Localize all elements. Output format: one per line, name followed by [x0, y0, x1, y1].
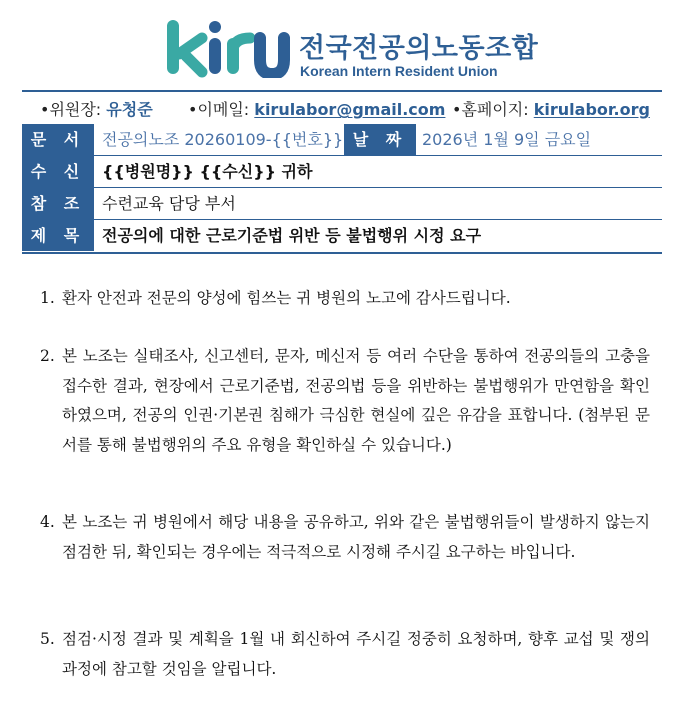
- chair-label: •위원장:: [40, 100, 102, 119]
- chair-item: [40, 97, 153, 120]
- org-name-korean: 전국전공의노동조합: [299, 33, 539, 64]
- email-link[interactable]: kirulabor@gmail.com: [254, 100, 446, 119]
- paragraph-text: 본 노조는 귀 병원에서 해당 내용을 공유하고, 위와 같은 불법행위들이 발생하지 않는지 점검한 뒤, 확인되는 경우에는 적극적으로 시정해 주시길 요구하는 바입니다.: [62, 513, 650, 561]
- paragraph-text: 본 노조는 실태조사, 신고센터, 문자, 메신저 등 여러 수단을 통하여 전공의들의 고충을 접수한 결과, 현장에서 근로기준법, 전공의법 등을 위반하는 불법행위가 만연함을 확인하였으며, 전공의 인권·기본권 침해가 극심한 현실에 깊은 유감을 표합니다. (첨부된 문서를 통해 불법행위의 주요 유형을 확인하실 수 있습니다.): [62, 347, 650, 454]
- row-reference: [22, 188, 662, 220]
- row-subject: [22, 220, 662, 251]
- paragraph-text: 환자 안전과 전문의 양성에 힘쓰는 귀 병원의 노고에 감사드립니다.: [62, 289, 511, 307]
- paragraph-text: 점검·시정 결과 및 계획을 1월 내 회신하여 주시길 정중히 요청하며, 향후 교섭 및 쟁의 과정에 참고할 것임을 알립니다.: [62, 630, 650, 678]
- row-document-date: [22, 124, 662, 156]
- doc-number: 전공의노조 20260109-{{번호}}: [102, 130, 344, 149]
- paragraph-number: 5.: [40, 630, 55, 648]
- email-item: [188, 97, 445, 120]
- paragraph-4: [40, 508, 650, 567]
- homepage-label: •홈페이지:: [452, 100, 529, 119]
- recipient-label: 수 신: [22, 156, 94, 187]
- org-name-english: Korean Intern Resident Union: [300, 63, 498, 79]
- recipient-value: {{병원명}} {{수신}} 귀하: [102, 162, 313, 181]
- paragraph-number: 4.: [40, 513, 55, 531]
- subject-value: 전공의에 대한 근로기준법 위반 등 불법행위 시정 요구: [102, 226, 482, 245]
- date-label: 날 짜: [344, 124, 416, 155]
- paragraph-number: 2.: [40, 347, 55, 365]
- paragraph-number: 1.: [40, 289, 55, 307]
- kiru-logo: [164, 16, 292, 78]
- cc-label: 참 조: [22, 188, 94, 219]
- paragraph-1: [40, 284, 650, 314]
- email-label: •이메일:: [188, 100, 250, 119]
- homepage-link[interactable]: kirulabor.org: [533, 100, 650, 119]
- header-bottom-rule: [22, 252, 662, 254]
- date-value: 2026년 1월 9일 금요일: [422, 130, 592, 149]
- paragraph-2: [40, 342, 650, 460]
- doc-label: 문 서: [22, 124, 94, 155]
- letterhead: [0, 0, 690, 84]
- chair-value: 유청준: [106, 100, 153, 119]
- homepage-item: [452, 97, 650, 120]
- paragraph-5: [40, 625, 650, 684]
- row-recipient: [22, 156, 662, 188]
- logo-text: kiru: [164, 16, 166, 17]
- subject-label: 제 목: [22, 220, 94, 251]
- cc-value: 수련교육 담당 부서: [102, 194, 236, 213]
- contact-bar: [22, 92, 662, 124]
